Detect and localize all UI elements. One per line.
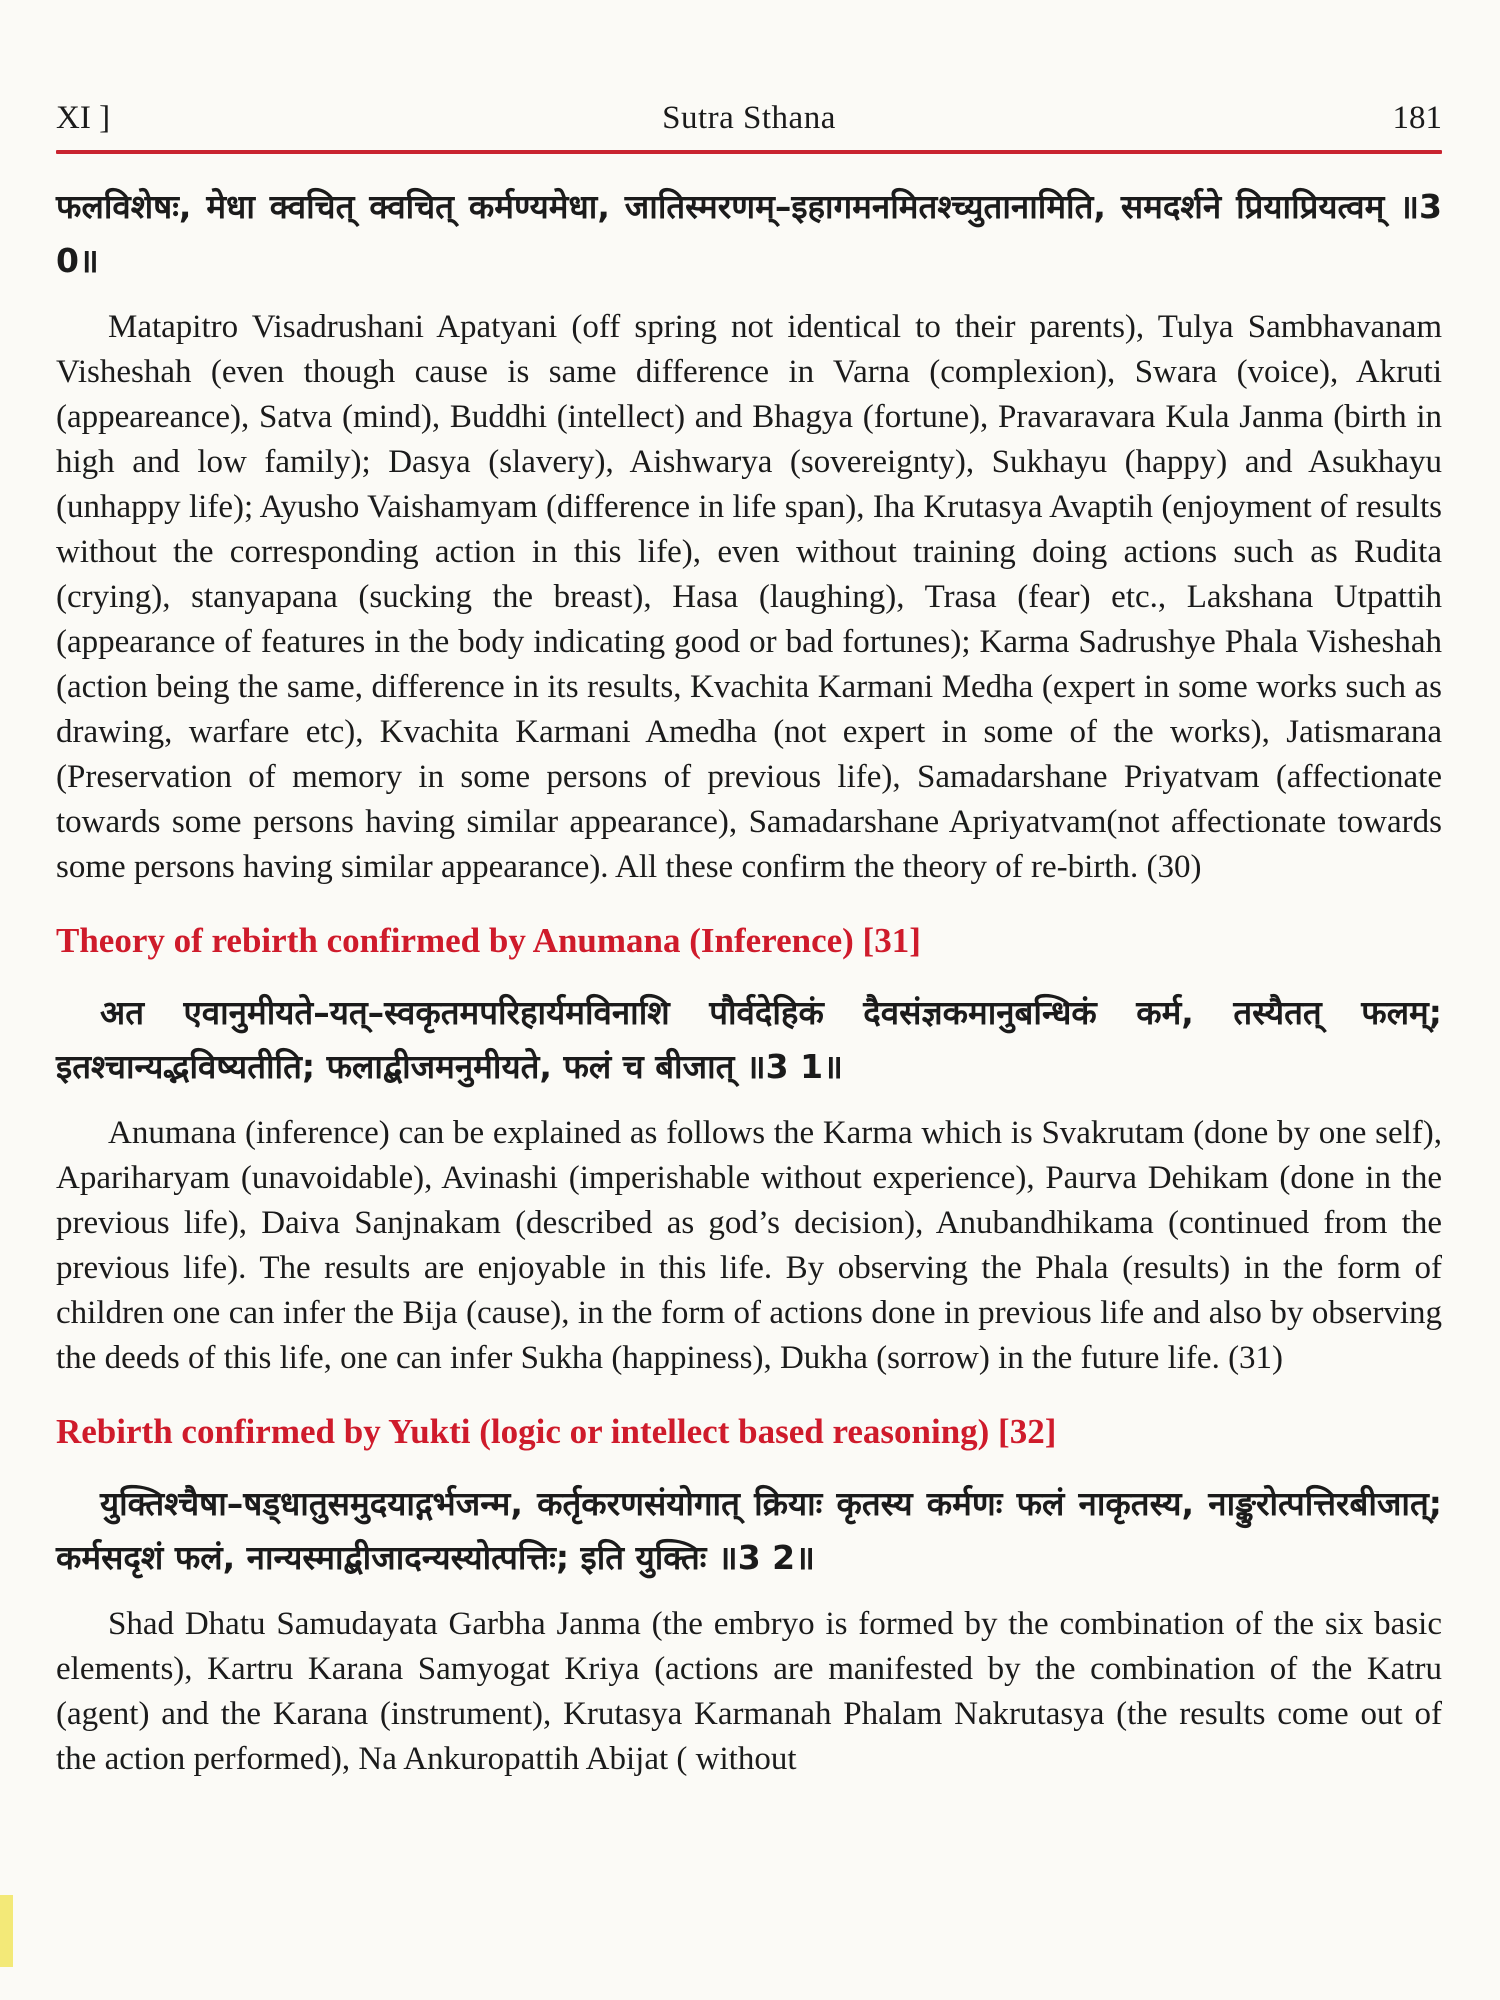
sanskrit-verse-30: फलविशेषः, मेधा क्वचित् क्वचित् कर्मण्यमेधा, जातिस्मरणम्–इहागमनमितश्च्युतानामिति, समदर्शने प्रियाप्रियत्वम् ॥3 0॥: [56, 187, 1442, 280]
section-heading-31: Theory of rebirth confirmed by Anumana (Inference) [31]: [56, 921, 921, 961]
page-number: 181: [1392, 100, 1442, 136]
translation-para-31: Anumana (inference) can be explained as follows the Karma which is Svakrutam (done by one self), Apariharyam (unavoidable), Avinashi (imperishable without experience), Paurva Dehikam (done in the previous life), Daiva Sanjnakam (described as god’s decision), Anubandhikama (continued from the previous life). The results are enjoyable in this life. By observing the Phala (results) in the form of children one can infer the Bija (cause), in the form of actions done in previous life and also by observing the deeds of this life, one can infer Sukha (happiness), Dukha (sorrow) in the future life. (31): [56, 1115, 1442, 1377]
sanskrit-verse-31: अत एवानुमीयते–यत्–स्वकृतमपरिहार्यमविनाशि पौर्वदेहिकं दैवसंज्ञकमानुबन्धिकं कर्म, तस्यैतत् फलम्; इतश्चान्यद्भविष्यतीति; फलाद्बीजमनुमीयते, फलं च बीजात् ॥3 1॥: [56, 993, 1442, 1086]
chapter-number: XI ]: [56, 100, 111, 136]
page-header: [56, 100, 1442, 136]
translation-para-30: Matapitro Visadrushani Apatyani (off spring not identical to their parents), Tulya Sambhavanam Visheshah (even though cause is same difference in Varna (complexion), Swara (voice), Akruti (appeareance), Satva (mind), Buddhi (intellect) and Bhagya (fortune), Pravaravara Kula Janma (birth in high and low family); Dasya (slavery), Aishwarya (sovereignty), Sukhayu (happy) and Asukhayu (unhappy life); Ayusho Vaishamyam (difference in life span), Iha Krutasya Avaptih (enjoyment of results without the corresponding action in this life), even without training doing actions such as Rudita (crying), stanyapana (sucking the breast), Hasa (laughing), Trasa (fear) etc., Lakshana Utpattih (appearance of features in the body indicating good or bad fortunes); Karma Sadrushye Phala Visheshah (action being the same, difference in its results, Kvachita Karmani Medha (expert in some works such as drawing, warfare etc), Kvachita Karmani Amedha (not expert in some of the works), Jatismarana (Preservation of memory in some persons of previous life), Samadarshane Priyatvam (affectionate towards some persons having similar appearance), Samadarshane Apriyatvam(not affectionate towards some persons having similar appearance). All these confirm the theory of re-birth. (30): [56, 309, 1442, 886]
page-title: Sutra Sthana: [662, 100, 836, 136]
sanskrit-verse-32: युक्तिश्चैषा–षड्धातुसमुदयाद्गर्भजन्म, कर्तृकरणसंयोगात् क्रियाः कृतस्य कर्मणः फलं नाकृतस्य, नाङ्कुरोत्पत्तिरबीजात्; कर्मसदृशं फलं, नान्यस्माद्बीजादन्यस्योत्पत्तिः; इति युक्तिः ॥3 2॥: [56, 1484, 1442, 1577]
header-divider: [56, 150, 1442, 154]
section-heading-32: Rebirth confirmed by Yukti (logic or intellect based reasoning) [32]: [56, 1412, 1057, 1452]
scan-highlight-artifact: [0, 1895, 13, 1967]
translation-para-32: Shad Dhatu Samudayata Garbha Janma (the embryo is formed by the combination of the six basic elements), Kartru Karana Samyogat Kriya (actions are manifested by the combination of the Katru (agent) and the Karana (instrument), Krutasya Karmanah Phalam Nakrutasya (the results come out of the action performed), Na Ankuropattih Abijat ( without: [56, 1606, 1442, 1778]
